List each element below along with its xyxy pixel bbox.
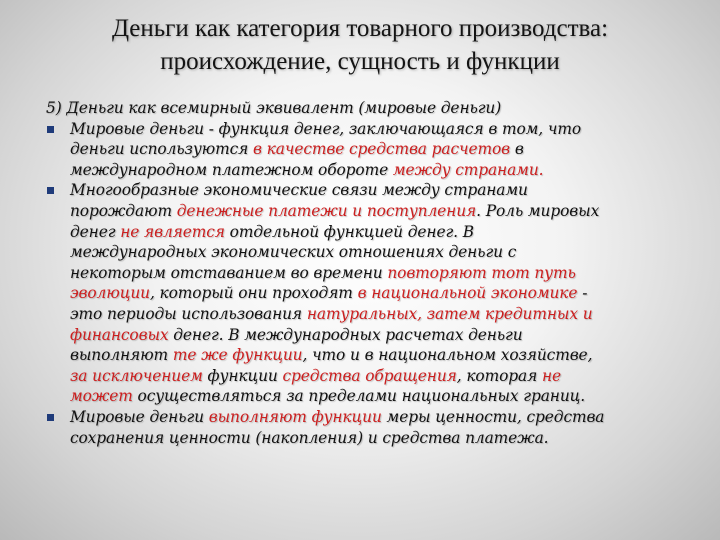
bullet-line [70,386,676,407]
bullet-line [70,304,676,325]
square-bullet-icon [47,187,54,194]
bullet-line [70,366,676,387]
highlighted-text: эволюции [70,284,150,303]
body-text: некоторым отставанием во времени [70,263,388,282]
body-text: в [510,140,524,159]
highlighted-text: в качестве средства расчетов [253,140,511,159]
body-text: , которая [456,366,542,385]
bullet-list [46,119,676,449]
body-text: денег. В международных расчетах деньги [168,325,523,344]
highlighted-text: между странами. [392,160,544,179]
body-text: . Роль мировых [476,201,600,220]
highlighted-text: выполняют функции [208,407,382,426]
body-text: осуществляться за пределами национальных границ. [132,387,586,406]
bullet-line [70,180,676,201]
body-text: сохранения ценности (накопления) и средства платежа. [70,428,549,447]
bullet-item [46,119,676,181]
highlighted-text: за исключением [70,366,203,385]
square-bullet-icon [47,126,54,133]
bullet-item [46,180,676,407]
highlighted-text: не является [120,222,225,241]
highlighted-text: те же функции [172,346,303,365]
body-text: меры ценности, средства [381,407,605,426]
bullet-line [70,263,676,284]
bullet-item [46,407,676,448]
bullet-line [70,160,676,181]
highlighted-text: денежные платежи и поступления [176,201,477,220]
body-text: международных экономических отношениях деньги с [70,243,517,262]
bullet-line [70,201,676,222]
body-text: функции [202,366,283,385]
body-text: порождают [70,201,177,220]
bullet-line [70,325,676,346]
body-text: выполняют [70,346,173,365]
slide-title [40,12,680,78]
title-line-2: происхождение, сущность и функции [160,48,560,75]
body-text: денег [70,222,121,241]
body-text: Мировые деньги [70,407,209,426]
body-text: деньги используются [70,140,254,159]
bullet-line [70,242,676,263]
title-line-1: Деньги как категория товарного производства: [111,15,609,42]
body-text: Мировые деньги - функция денег, заключающаяся в том, что [70,119,582,138]
highlighted-text: финансовых [70,325,169,344]
section-heading: 5) Деньги как всемирный эквивалент (мировые деньги) [46,99,502,117]
highlighted-text: средства обращения [282,366,457,385]
bullet-line [70,119,676,140]
body-text: - [577,284,588,303]
square-bullet-icon [47,414,54,421]
highlighted-text: натуральных, затем кредитных и [306,304,593,323]
body-text: Многообразные экономические связи между странами [70,181,528,200]
bullet-line [70,222,676,243]
highlighted-text: не [541,366,561,385]
body-text: это периоды использования [70,304,307,323]
body-text: , который они проходят [149,284,358,303]
slide-body [46,98,676,448]
highlighted-text: может [70,387,133,406]
bullet-line [70,283,676,304]
body-text: , что и в национальном хозяйстве, [302,346,593,365]
bullet-line [70,428,676,449]
bullet-line [70,345,676,366]
body-text: отдельной функцией денег. В [224,222,474,241]
bullet-line [70,139,676,160]
bullet-line [70,407,676,428]
highlighted-text: повторяют тот путь [387,263,576,282]
highlighted-text: в национальной экономике [357,284,578,303]
body-text: международном платежном обороте [70,160,393,179]
